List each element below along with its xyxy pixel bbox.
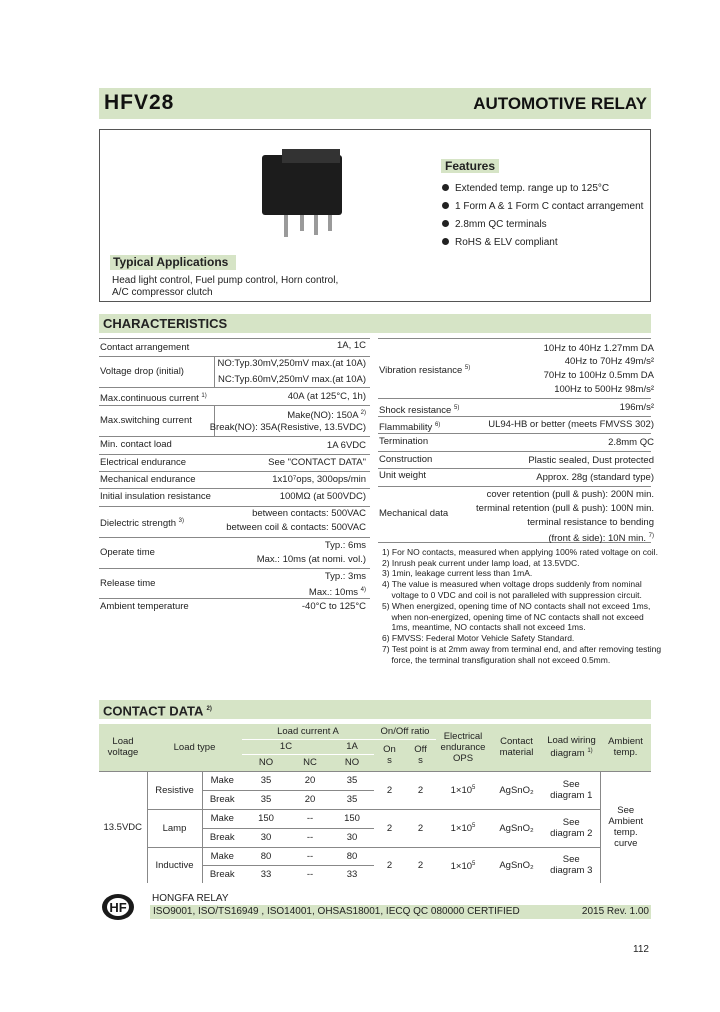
feature-item: Extended temp. range up to 125°C (442, 183, 609, 194)
table-cell: AgSnO₂ (499, 784, 534, 796)
char-value: Make(NO): 150A $^{2)}$ (287, 410, 366, 422)
note: 3) 1min, leakage current less than 1mA. (382, 568, 533, 578)
char-value: 1A, 1C (336, 340, 366, 351)
char-value: Approx. 28g (standard type) (536, 472, 654, 483)
make-break-cell: Break (202, 828, 242, 847)
char-value: 100Hz to 500Hz 98m/s² (554, 384, 654, 395)
char-label: Min. contact load (100, 439, 172, 450)
char-label: Dielectric strength $^{3)}$ (100, 518, 185, 530)
table-cell: AgSnO₂ (499, 859, 534, 871)
col-nc: NC (303, 757, 317, 768)
col-material: Contact material (499, 736, 534, 759)
col-load-type: Load type (173, 741, 216, 753)
char-value: cover retention (pull & push): 200N min. (486, 489, 654, 500)
char-value: 10Hz to 40Hz 1.27mm DA (543, 343, 654, 354)
col-1a: 1A (330, 739, 374, 754)
product-category: AUTOMOTIVE RELAY (473, 94, 647, 113)
relay-image (262, 155, 342, 215)
char-label: Construction (379, 454, 433, 465)
table-cell: -- (290, 847, 330, 865)
char-value: between contacts: 500VAC (252, 508, 366, 519)
char-value: 40Hz to 70Hz 49m/s² (564, 356, 654, 367)
char-label: Ambient temperature (100, 601, 189, 612)
char-value: Break(NO): 35A(Resistive, 13.5VDC) (209, 422, 366, 433)
char-value: Plastic sealed, Dust protected (528, 455, 654, 466)
note: force, the terminal transfiguration shall not exceed 0.5mm. (382, 654, 611, 665)
hongfa-logo-icon (100, 892, 136, 922)
load-type-cell: Lamp (162, 822, 187, 834)
note: voltage to 0 VDC and coil is not paralleled with suppression circuit. (382, 589, 642, 600)
table-cell: 2 (386, 822, 393, 834)
note: when non-energized, opening time of NC contacts shall not exceed (382, 611, 644, 622)
table-cell: AgSnO₂ (499, 822, 534, 834)
revision: 2015 Rev. 1.00 (581, 906, 649, 917)
table-cell: 30 (346, 832, 358, 843)
table-cell: $1\times 10^5$ (450, 785, 476, 797)
table-cell: See diagram 3 (550, 854, 593, 877)
features-heading: Features (441, 159, 499, 173)
table-cell: 33 (260, 868, 272, 880)
col-off: Off s (414, 744, 427, 766)
feature-item: 1 Form A & 1 Form C contact arrangement (442, 201, 643, 212)
col-onoff: On/Off ratio (374, 724, 436, 739)
make-break-cell: Break (202, 865, 242, 883)
table-cell: 30 (260, 832, 272, 843)
load-type-cell: Inductive (155, 859, 194, 871)
table-cell: 35 (260, 794, 272, 805)
char-label: Unit weight (379, 470, 426, 481)
feature-item: 2.8mm QC terminals (442, 219, 547, 230)
product-title: HFV28 (104, 91, 175, 114)
char-value: (front & side): 10N min. $^{7)}$ (548, 533, 654, 545)
char-label: Operate time (100, 547, 155, 558)
table-cell: 80 (242, 847, 290, 865)
char-value: terminal resistance to bending (527, 517, 654, 528)
table-cell: 150 (330, 809, 374, 828)
applications-heading: Typical Applications (110, 255, 236, 270)
char-label: Initial insulation resistance (100, 491, 211, 502)
char-value: between coil & contacts: 500VAC (226, 522, 366, 533)
characteristics-heading: CHARACTERISTICS (99, 314, 651, 333)
note: 4) The value is measured when voltage drops suddenly from nominal (382, 579, 642, 589)
table-cell: See diagram 1 (550, 779, 593, 801)
col-1c: 1C (242, 739, 330, 754)
char-value: Max.: 10ms (at nomi. vol.) (256, 554, 366, 565)
char-label: Mechanical endurance (100, 474, 196, 485)
load-voltage-cell: 13.5VDC (99, 771, 147, 883)
char-label: Mechanical data (379, 508, 449, 519)
col-wiring: Load wiring diagram $^{1)}$ (547, 735, 596, 760)
col-on: On s (383, 744, 396, 766)
page-number: 112 (633, 944, 649, 955)
char-label: Vibration resistance $^{5)}$ (379, 365, 471, 377)
table-cell: 2 (386, 784, 393, 796)
table-cell: $1\times 10^5$ (450, 823, 476, 835)
char-value: 1A 6VDC (326, 440, 366, 451)
svg-text:HF: HF (109, 900, 127, 915)
company-name: HONGFA RELAY (152, 893, 229, 904)
contact-data-heading: CONTACT DATA $^{2)}$ (99, 700, 651, 719)
ambient-cell: See Ambient temp. curve (600, 771, 651, 883)
table-cell: 80 (330, 847, 374, 865)
char-label: Release time (100, 578, 156, 589)
applications-text: Head light control, Fuel pump control, Horn control, A/C compressor clutch (112, 275, 339, 298)
char-value: Typ.: 6ms (324, 540, 366, 551)
char-value: 1x10⁷ops, 300ops/min (272, 474, 366, 485)
char-value: Max.: 10ms $^{4)}$ (308, 587, 366, 599)
char-label: Termination (379, 436, 429, 447)
table-cell: 35 (346, 794, 358, 805)
note: 6) FMVSS: Federal Motor Vehicle Safety Standard. (382, 633, 575, 643)
table-cell: 33 (346, 868, 358, 880)
char-value: terminal retention (pull & push): 100N min. (476, 503, 654, 514)
load-type-cell: Resistive (155, 784, 194, 796)
note: 1ms, meantime, NO contacts shall not exceed 1ms. (382, 622, 586, 632)
char-value: NO:Typ.30mV,250mV max.(at 10A) (217, 358, 366, 369)
table-cell: 2 (417, 822, 424, 834)
contact-data-table (99, 724, 651, 883)
char-label: Voltage drop (initial) (100, 366, 184, 377)
table-cell: $1\times 10^5$ (450, 860, 476, 872)
note: 5) When energized, opening time of NO contacts shall not exceed 1ms, (382, 601, 651, 611)
char-label: Max.switching current (100, 415, 192, 426)
char-value: 2.8mm QC (608, 437, 654, 448)
table-cell: 35 (242, 771, 290, 790)
char-label: Contact arrangement (100, 342, 190, 353)
char-value: See "CONTACT DATA" (268, 457, 366, 468)
table-cell: 20 (290, 771, 330, 790)
char-value: 196m/s² (619, 402, 654, 413)
char-value: -40°C to 125°C (301, 601, 366, 612)
certifications: ISO9001, ISO/TS16949 , ISO14001, OHSAS18001, IECQ QC 080000 CERTIFIED (153, 906, 520, 917)
feature-item: RoHS & ELV compliant (442, 237, 558, 248)
make-break-cell: Make (202, 771, 242, 790)
note: 1) For NO contacts, measured when applying 100% rated voltage on coil. (382, 547, 658, 557)
char-value: Typ.: 3ms (324, 571, 366, 582)
char-value: 100MΩ (at 500VDC) (279, 491, 366, 502)
char-value: 40A (at 125°C, 1h) (287, 391, 366, 402)
col-ambient: Ambient temp. (608, 736, 643, 759)
char-label: Max.continuous current $^{1)}$ (100, 393, 207, 405)
make-break-cell: Make (202, 809, 242, 828)
table-cell: 2 (417, 859, 424, 871)
col-no: NO (258, 757, 274, 768)
table-cell: 35 (330, 771, 374, 790)
make-break-cell: Make (202, 847, 242, 865)
table-cell: 20 (304, 794, 316, 805)
col-no: NO (344, 757, 360, 768)
col-load-voltage: Load voltage (107, 736, 139, 759)
char-label: Shock resistance $^{5)}$ (379, 405, 460, 417)
table-cell: 2 (417, 784, 424, 796)
note: 2) Inrush peak current under lamp load, at 13.5VDC. (382, 557, 580, 568)
table-cell: -- (306, 868, 314, 880)
make-break-cell: Break (202, 790, 242, 809)
char-label: Flammability $^{6)}$ (379, 422, 441, 434)
col-load-current: Load current A (242, 724, 374, 739)
char-value: UL94-HB or better (meets FMVSS 302) (488, 419, 654, 430)
note: 7) Test point is at 2mm away from terminal end, and after removing testing (382, 644, 662, 654)
table-cell: -- (306, 832, 314, 843)
table-cell: -- (290, 809, 330, 828)
char-value: NC:Typ.60mV,250mV max.(at 10A) (217, 374, 366, 385)
char-label: Electrical endurance (100, 457, 187, 468)
table-cell: See diagram 2 (550, 817, 593, 839)
char-value: 70Hz to 100Hz 0.5mm DA (543, 370, 654, 381)
table-cell: 150 (242, 809, 290, 828)
table-cell: 2 (386, 859, 393, 871)
col-endurance: Electrical endurance OPS (440, 730, 486, 764)
